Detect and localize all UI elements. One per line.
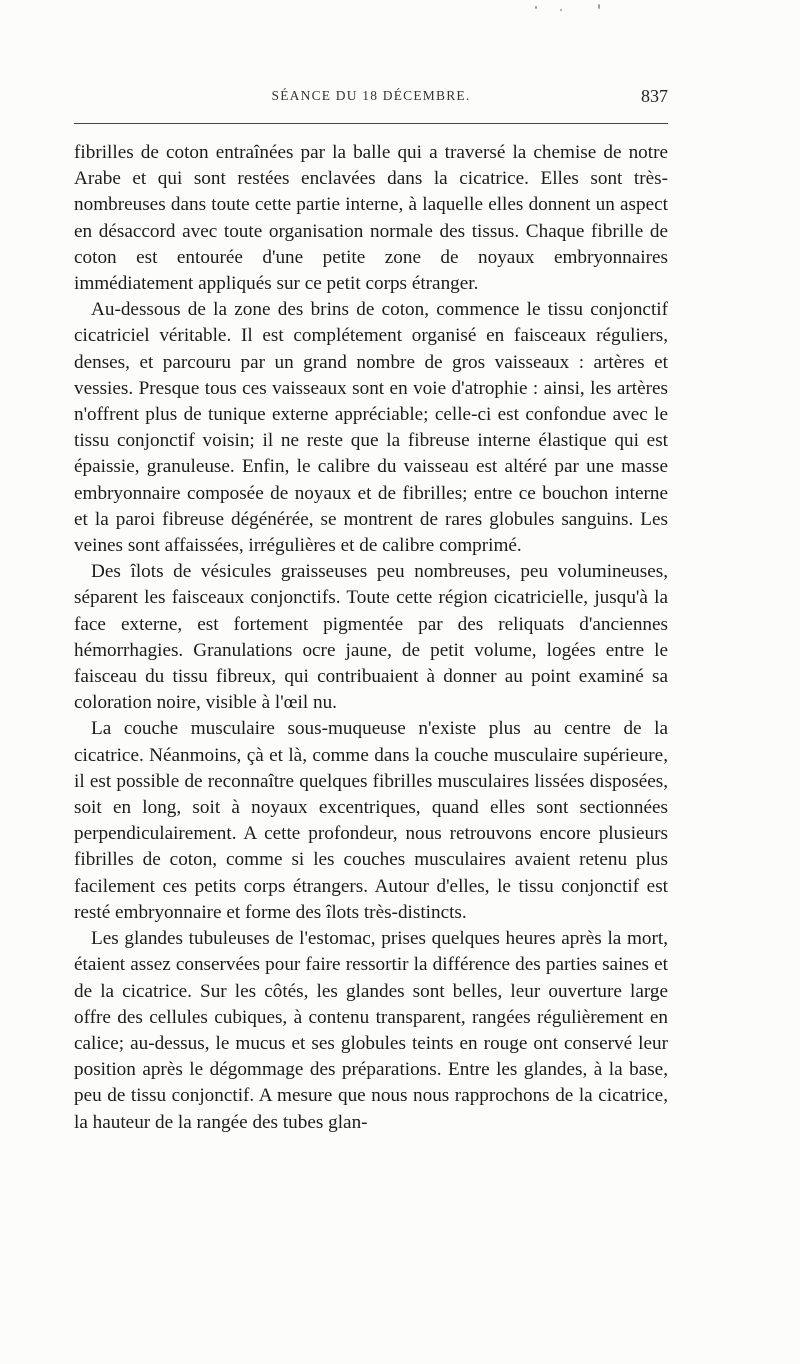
- body-text: [74, 140, 668, 1136]
- header-rule: [74, 123, 668, 124]
- page-number: 837: [641, 86, 668, 106]
- paragraph: La couche musculaire sous-muqueuse n'existe plus au centre de la cicatrice. Néanmoins, çà et là, comme dans la couche musculaire supérieure, il est possible de reconnaître quelques fibrilles musculaires lissées disposées, soit en long, soit à noyaux excentriques, quand elles sont sectionnées perpendiculairement. A cette profondeur, nous retrouvons encore plusieurs fibrilles de coton, comme si les couches musculaires avaient retenu plus facilement ces petits corps étrangers. Autour d'elles, le tissu conjonctif est resté embryonnaire et forme des îlots très-distincts.: [74, 718, 668, 923]
- paragraph: fibrilles de coton entraînées par la balle qui a traversé la chemise de notre Arabe et qui sont restées enclavées dans la cicatrice. Elles sont très-nombreuses dans toute cette partie interne, à laquelle elles donnent un aspect en désaccord avec toute organisation normale des tissus. Chaque fibrille de coton est entourée d'une petite zone de noyaux embryonnaires immédiatement appliqués sur ce petit corps étranger.: [74, 142, 668, 295]
- scan-speck: [560, 9, 562, 11]
- paragraph: Les glandes tubuleuses de l'estomac, prises quelques heures après la mort, étaient assez conservées pour faire ressortir la différence des parties saines et de la cicatrice. Sur les côtés, les glandes sont belles, leur ouverture large offre des cellules cubiques, à contenu transparent, rangées régulièrement en calice; au-dessus, le mucus et ses globules teints en rouge ont conservé leur position après le dégommage des préparations. Entre les glandes, à la base, peu de tissu conjonctif. A mesure que nous nous rapprochons de la cicatrice, la hauteur de la rangée des tubes glan-: [74, 928, 668, 1133]
- paragraph: Des îlots de vésicules graisseuses peu nombreuses, peu volumineuses, séparent les faisceaux conjonctifs. Toute cette région cicatricielle, jusqu'à la face externe, est fortement pigmentée par des reliquats d'anciennes hémorrhagies. Granulations ocre jaune, de petit volume, logées entre le faisceau du tissu fibreux, qui contribuaient à donner au point examiné sa coloration noire, visible à l'œil nu.: [74, 561, 668, 714]
- paragraph: Au-dessous de la zone des brins de coton, commence le tissu conjonctif cicatriciel véritable. Il est complétement organisé en faisceaux réguliers, denses, et parcouru par un grand nombre de gros vaisseaux : artères et vessies. Presque tous ces vaisseaux sont en voie d'atrophie : ainsi, les artères n'offrent plus de tunique externe appréciable; celle-ci est confondue avec le tissu conjonctif voisin; il ne reste que la fibreuse interne élastique qui est épaissie, granuleuse. Enfin, le calibre du vaisseau est altéré par une masse embryonnaire composée de noyaux et de fibrilles; entre ce bouchon interne et la paroi fibreuse dégénérée, se montrent de rares globules sanguins. Les veines sont affaissées, irrégulières et de calibre comprimé.: [74, 299, 668, 557]
- running-head: SÉANCE DU 18 DÉCEMBRE.: [271, 88, 471, 103]
- scan-speck: [598, 4, 600, 9]
- scan-speck: [535, 6, 537, 9]
- page-header: [74, 88, 668, 112]
